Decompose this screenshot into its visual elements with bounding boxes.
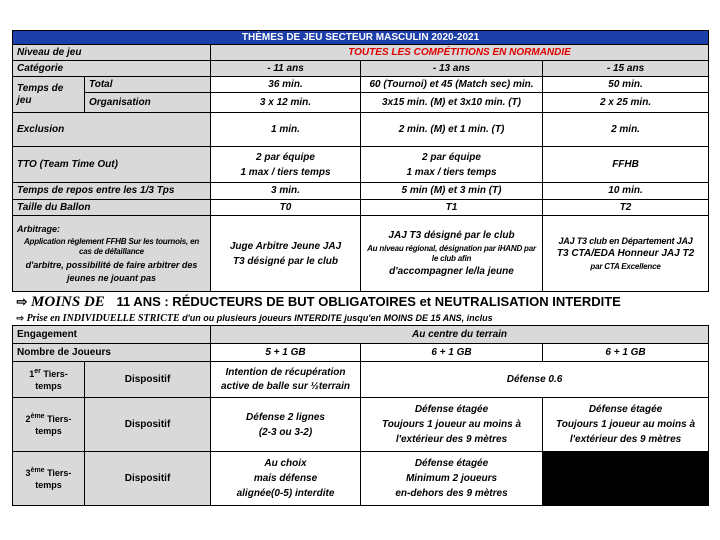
banner-moins-11: [13, 292, 709, 312]
engagement-value: Au centre du terrain: [211, 326, 709, 344]
organisation-label: Organisation: [85, 93, 211, 113]
arbitrage-u11-line1: Juge Arbitre Jeune JAJ: [229, 240, 342, 252]
tiers2-u15-line3: l'extérieur des 9 mètres: [569, 434, 682, 445]
total-label: Total: [85, 77, 211, 93]
tiers1-u11-line2: active de balle sur ½terrain: [221, 380, 350, 392]
categorie-u13: - 13 ans: [361, 61, 543, 77]
arbitrage-u11: [211, 216, 361, 292]
tiers2-sup: ème: [30, 412, 45, 420]
engagement-label: Engagement: [13, 326, 211, 344]
banner1-rest: 11 ANS : RÉDUCTEURS DE BUT OBLIGATOIRES et NEUTRALISATION INTERDITE: [116, 293, 621, 309]
arbitrage-u13-line1: JAJ T3 désigné par le club: [388, 229, 515, 241]
joueurs-u11: 5 + 1 GB: [211, 344, 361, 362]
tiers2-u13: [361, 398, 543, 452]
tiers3-label: [13, 452, 85, 506]
banner2-arrow-icon: ⇨: [16, 312, 25, 323]
tiers3-dispositif: Dispositif: [85, 452, 211, 506]
banner1-moins-de: MOINS DE: [31, 293, 105, 310]
ballon-u15: T2: [543, 200, 709, 216]
total-u15: 50 min.: [543, 77, 709, 93]
exclusion-u13: 2 min. (M) et 1 min. (T): [361, 113, 543, 147]
tiers2-u15-line2: Toujours 1 joueur au moins à: [555, 419, 696, 430]
exclusion-label: Exclusion: [13, 113, 211, 147]
row-tto: [13, 147, 709, 183]
tiers2-num: 2: [25, 413, 31, 424]
tto-u15: FFHB: [543, 147, 709, 183]
tiers3-sup: ème: [30, 466, 45, 474]
tiers3-rest: Tiers-temps: [35, 467, 72, 490]
arbitrage-u11-line2: T3 désigné par le club: [232, 255, 339, 267]
tto-u11-line1: 2 par équipe: [256, 151, 315, 163]
categorie-u11: - 11 ans: [211, 61, 361, 77]
row-exclusion: [13, 113, 709, 147]
tiers2-u13-line1: Défense étagée: [414, 404, 489, 415]
row-repos: [13, 183, 709, 200]
ballon-u11: T0: [211, 200, 361, 216]
arbitrage-u15: [543, 216, 709, 292]
arbitrage-u13-line3: d'accompagner le/la jeune: [389, 265, 514, 277]
exclusion-u11: 1 min.: [211, 113, 361, 147]
exclusion-u15: 2 min.: [543, 113, 709, 147]
joueurs-u13: 6 + 1 GB: [361, 344, 543, 362]
row-niveau: [13, 45, 709, 61]
tiers1-u11: [211, 362, 361, 398]
rules-table: [12, 30, 709, 506]
tiers2-u11-line2: (2-3 ou 3-2): [258, 426, 313, 438]
tiers1-sup: er: [34, 367, 41, 375]
table-title: THÈMES DE JEU SECTEUR MASCULIN 2020-2021: [13, 31, 709, 45]
row-engagement: [13, 326, 709, 344]
row-arbitrage: [13, 216, 709, 292]
tto-label: TTO (Team Time Out): [13, 147, 211, 183]
tiers2-u15-line1: Défense étagée: [588, 404, 663, 415]
repos-u13: 5 min (M) et 3 min (T): [361, 183, 543, 200]
tiers3-u13-line1: Défense étagée: [414, 458, 489, 469]
tiers2-u13-line3: l'extérieur des 9 mètres: [395, 434, 508, 445]
categorie-label: Catégorie: [13, 61, 211, 77]
niveau-value: TOUTES LES COMPÉTITIONS EN NORMANDIE: [211, 45, 709, 61]
arbitrage-desc-a: Application règlement FFHB Sur les tournois, en cas de défaillance: [23, 236, 200, 256]
categorie-u15: - 15 ans: [543, 61, 709, 77]
tiers3-u13: [361, 452, 543, 506]
niveau-label: Niveau de jeu: [13, 45, 211, 61]
tiers2-u15: [543, 398, 709, 452]
total-u13: 60 (Tournoi) et 45 (Match sec) min.: [361, 77, 543, 93]
arbitrage-u15-line3: par CTA Excellence: [590, 261, 661, 271]
ballon-u13: T1: [361, 200, 543, 216]
tto-u11: [211, 147, 361, 183]
tiers2-u11-line1: Défense 2 lignes: [246, 411, 325, 423]
title-row: [13, 31, 709, 45]
row-tiers3: [13, 452, 709, 506]
temps-label: Temps de jeu: [13, 77, 85, 113]
ballon-label: Taille du Ballon: [13, 200, 211, 216]
arbitrage-u15-line2: T3 CTA/EDA Honneur JAJ T2: [556, 247, 695, 259]
tiers3-num: 3: [25, 467, 31, 478]
arbitrage-label-cell: [13, 216, 211, 292]
tiers1-u13-u15: Défense 0.6: [361, 362, 709, 398]
banner2-part-a: Prise en INDIVIDUELLE STRICTE: [26, 312, 180, 324]
banner2-part-b: d'un ou plusieurs joueurs INTERDITE jusqu'en MOINS DE 15 ANS, inclus: [182, 312, 493, 323]
tto-u13-line2: 1 max / tiers temps: [406, 166, 497, 178]
tto-u11-line2: 1 max / tiers temps: [240, 166, 331, 178]
tiers3-u11: [211, 452, 361, 506]
banner-prise-text: [13, 312, 709, 326]
tiers1-label: [13, 362, 85, 398]
tiers1-num: 1: [29, 368, 35, 379]
total-u11: 36 min.: [211, 77, 361, 93]
tiers1-u11-line1: Intention de récupération: [225, 366, 346, 378]
joueurs-u15: 6 + 1 GB: [543, 344, 709, 362]
row-tiers2: [13, 398, 709, 452]
arbitrage-u13-line2: Au niveau régional, désignation par iHAND par le club afin: [367, 243, 536, 263]
row-temps-total: [13, 77, 709, 93]
tiers1-rest: Tiers-temps: [35, 368, 68, 391]
tiers3-u11-line1: Au choix: [264, 458, 307, 469]
tiers2-rest: Tiers-temps: [35, 413, 72, 436]
tiers2-u11: [211, 398, 361, 452]
tiers2-label: [13, 398, 85, 452]
row-tiers1: [13, 362, 709, 398]
tiers2-dispositif: Dispositif: [85, 398, 211, 452]
row-categorie: [13, 61, 709, 77]
banner1-arrow-icon: ⇨: [16, 293, 28, 309]
tiers3-u15-blacked-out: [543, 452, 709, 506]
arbitrage-desc-b: d'arbitre, possibilité de faire arbitrer des jeunes ne jouant pas: [25, 259, 198, 283]
tiers3-u11-line2: mais défense: [253, 473, 318, 484]
tiers3-u13-line2: Minimum 2 joueurs: [405, 473, 498, 484]
tto-u13: [361, 147, 543, 183]
repos-label: Temps de repos entre les 1/3 Tps: [13, 183, 211, 200]
organisation-u15: 2 x 25 min.: [543, 93, 709, 113]
organisation-u11: 3 x 12 min.: [211, 93, 361, 113]
repos-u11: 3 min.: [211, 183, 361, 200]
row-temps-organisation: [13, 93, 709, 113]
banner-prise-individuelle: [13, 312, 709, 326]
row-ballon: [13, 200, 709, 216]
arbitrage-label: Arbitrage:: [17, 223, 61, 234]
tiers3-u13-line3: en-dehors des 9 mètres: [395, 488, 508, 499]
organisation-u13: 3x15 min. (M) et 3x10 min. (T): [361, 93, 543, 113]
banner-moins-11-text: [13, 292, 709, 312]
tiers2-u13-line2: Toujours 1 joueur au moins à: [381, 419, 522, 430]
tto-u13-line1: 2 par équipe: [422, 151, 481, 163]
arbitrage-u13: [361, 216, 543, 292]
joueurs-label: Nombre de Joueurs: [13, 344, 211, 362]
arbitrage-u15-line1: JAJ T3 club en Département JAJ: [558, 235, 693, 246]
tiers1-dispositif: Dispositif: [85, 362, 211, 398]
tiers3-u11-line3: alignée(0-5) interdite: [236, 488, 335, 499]
row-joueurs: [13, 344, 709, 362]
repos-u15: 10 min.: [543, 183, 709, 200]
